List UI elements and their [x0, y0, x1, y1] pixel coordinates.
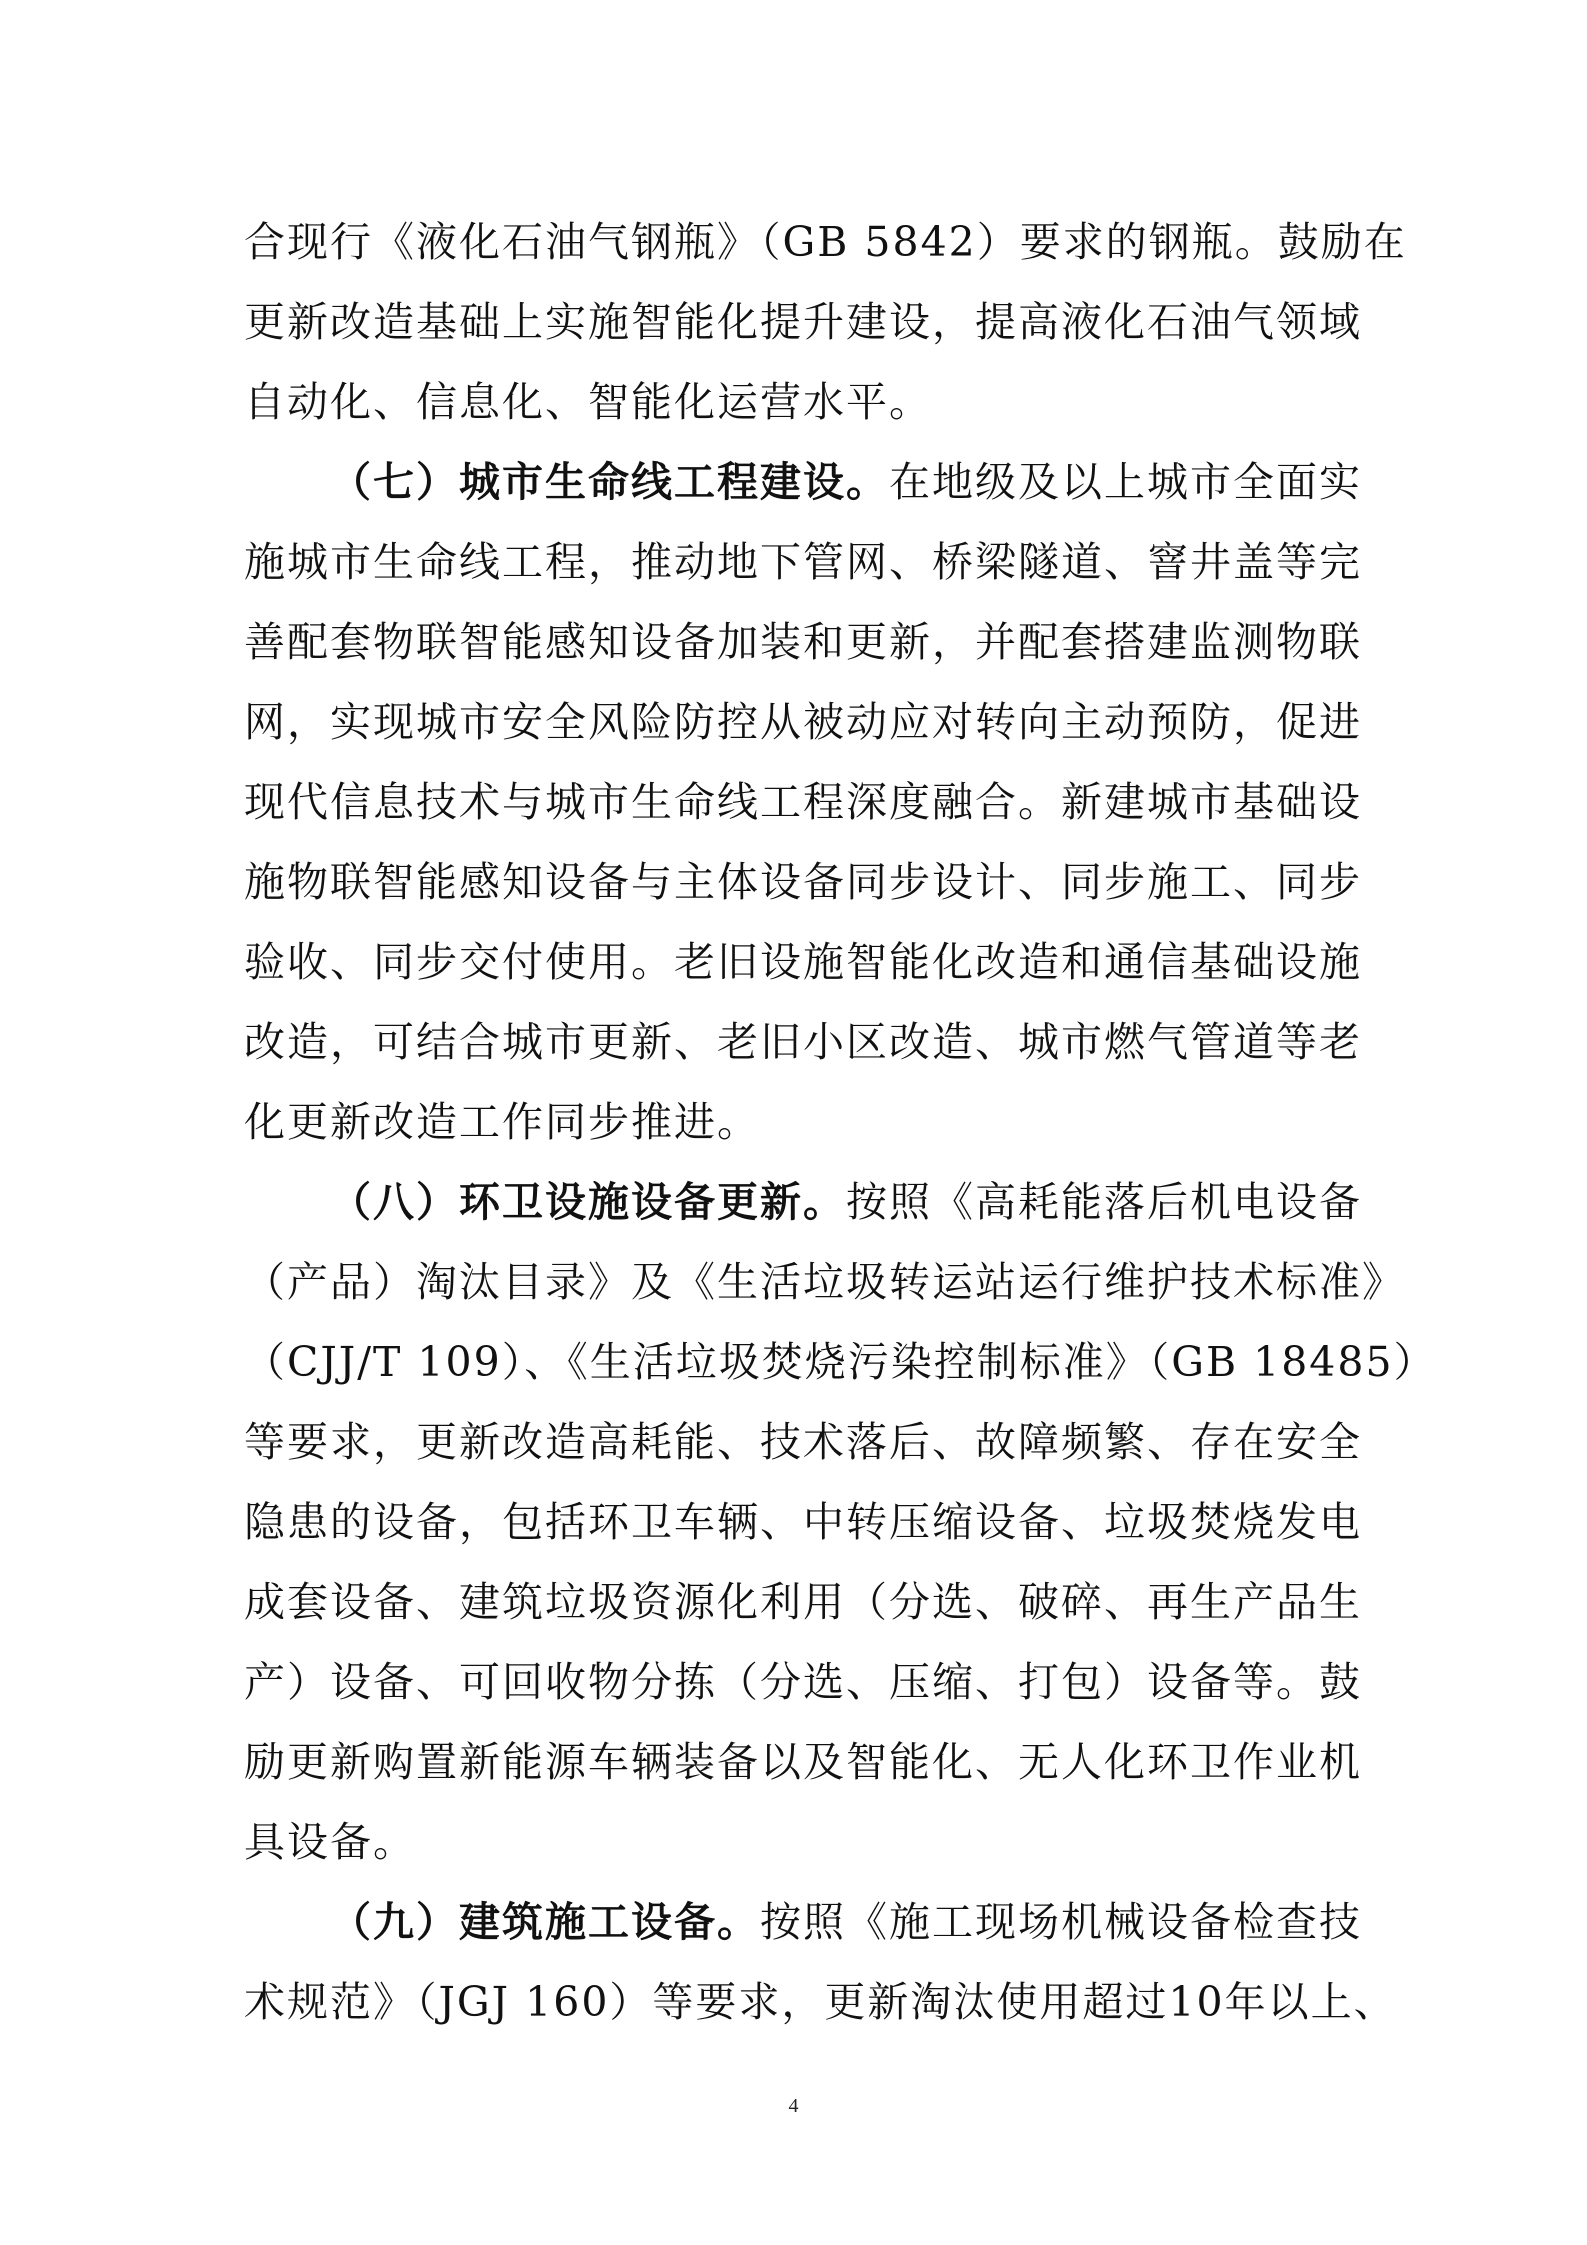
- text-line: 自动化、信息化、智能化运营水平。: [244, 378, 932, 426]
- page-number: 4: [788, 2095, 799, 2117]
- text-line: 验收、同步交付使用。老旧设施智能化改造和通信基础设施: [244, 938, 1362, 986]
- text-line: 网，实现城市安全风险防控从被动应对转向主动预防，促进: [244, 698, 1362, 746]
- text-line: 更新改造基础上实施智能化提升建设，提高液化石油气领域: [244, 298, 1362, 346]
- section-heading-7: （七）城市生命线工程建设。: [330, 458, 889, 506]
- text-line: （产品）淘汰目录》及《生活垃圾转运站运行维护技术标准》: [244, 1258, 1405, 1306]
- text-line: 隐患的设备，包括环卫车辆、中转压缩设备、垃圾焚烧发电: [244, 1498, 1362, 1546]
- text-line: 成套设备、建筑垃圾资源化利用（分选、破碎、再生产品生: [244, 1578, 1362, 1626]
- section-heading-9: （九）建筑施工设备。: [330, 1898, 760, 1946]
- paragraph-first-line: [330, 1898, 1362, 1946]
- text-line: 励更新购置新能源车辆装备以及智能化、无人化环卫作业机: [244, 1738, 1362, 1786]
- text-run: 按照《高耗能落后机电设备: [846, 1178, 1362, 1226]
- text-line: 善配套物联智能感知设备加装和更新，并配套搭建监测物联: [244, 618, 1362, 666]
- text-line: （CJJ/T 109）、《生活垃圾焚烧污染控制标准》（GB 18485）: [244, 1338, 1437, 1386]
- text-line: 施物联智能感知设备与主体设备同步设计、同步施工、同步: [244, 858, 1362, 906]
- paragraph-first-line: [330, 1178, 1362, 1226]
- text-line: 现代信息技术与城市生命线工程深度融合。新建城市基础设: [244, 778, 1362, 826]
- text-line: 产）设备、可回收物分拣（分选、压缩、打包）设备等。鼓: [244, 1658, 1362, 1706]
- text-line: 施城市生命线工程，推动地下管网、桥梁隧道、窨井盖等完: [244, 538, 1362, 586]
- text-line: 改造，可结合城市更新、老旧小区改造、城市燃气管道等老: [244, 1018, 1362, 1066]
- text-line: 具设备。: [244, 1818, 416, 1866]
- text-run: 按照《施工现场机械设备检查技: [760, 1898, 1362, 1946]
- text-line: 合现行《液化石油气钢瓶》（GB 5842）要求的钢瓶。鼓励在: [244, 218, 1407, 266]
- section-heading-8: （八）环卫设施设备更新。: [330, 1178, 846, 1226]
- text-run: 在地级及以上城市全面实: [889, 458, 1362, 506]
- paragraph-first-line: [330, 458, 1362, 506]
- text-line: 化更新改造工作同步推进。: [244, 1098, 760, 1146]
- text-line: 术规范》（JGJ 160）等要求，更新淘汰使用超过10年以上、: [244, 1978, 1397, 2026]
- text-line: 等要求，更新改造高耗能、技术落后、故障频繁、存在安全: [244, 1418, 1362, 1466]
